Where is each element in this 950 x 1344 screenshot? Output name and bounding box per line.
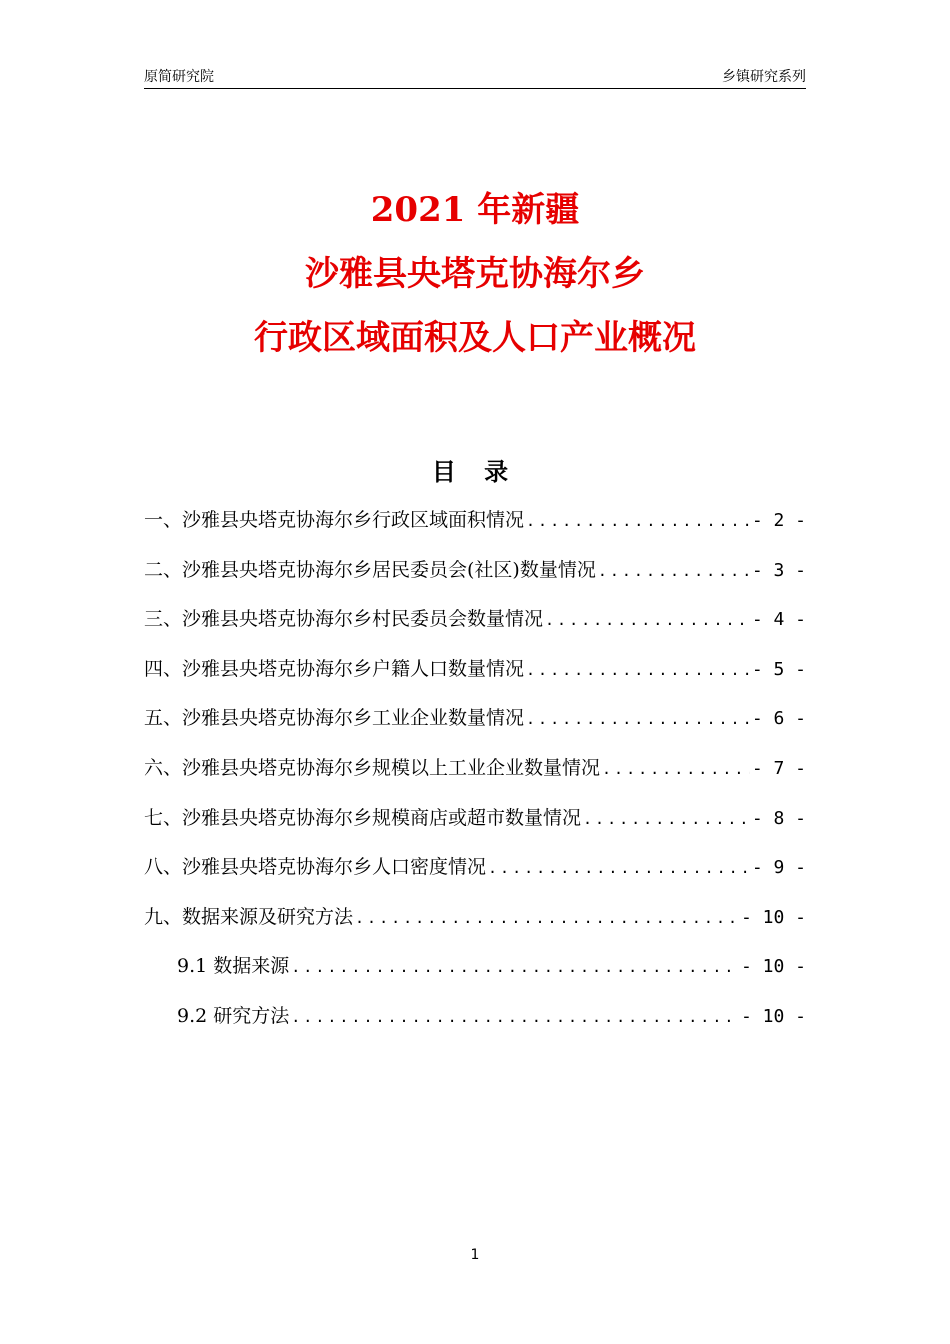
toc-item-label: 9.2 研究方法: [177, 1004, 290, 1027]
title-line-3: 行政区域面积及人口产业概况: [254, 318, 696, 358]
toc-item-page: - 10 -: [740, 906, 806, 928]
toc-leader-dots: [583, 810, 750, 828]
document-title: [0, 178, 950, 370]
toc-item[interactable]: [144, 654, 806, 704]
toc-subitem[interactable]: [144, 951, 806, 1001]
title-line-1: 2021 年新疆: [370, 190, 580, 230]
toc-item[interactable]: [144, 555, 806, 605]
toc-item[interactable]: [144, 604, 806, 654]
toc-item[interactable]: [144, 803, 806, 853]
toc-item-label: 三、沙雅县央塔克协海尔乡村民委员会数量情况: [144, 608, 544, 631]
toc-item-label: 四、沙雅县央塔克协海尔乡户籍人口数量情况: [144, 657, 525, 680]
page-number: 1: [470, 1247, 480, 1263]
toc-item-label: 五、沙雅县央塔克协海尔乡工业企业数量情况: [144, 707, 525, 730]
toc-item-page: - 4 -: [751, 609, 806, 631]
toc-leader-dots: [602, 760, 750, 778]
header-org: 原简研究院: [144, 69, 214, 85]
toc-item-label: 七、沙雅县央塔克协海尔乡规模商店或超市数量情况: [144, 806, 582, 829]
toc-subitem[interactable]: [144, 1001, 806, 1051]
toc-item-page: - 7 -: [751, 757, 806, 779]
toc-item-page: - 9 -: [751, 857, 806, 879]
toc-item-page: - 10 -: [740, 1005, 806, 1027]
toc-item-label: 六、沙雅县央塔克协海尔乡规模以上工业企业数量情况: [144, 756, 601, 779]
toc-leader-dots: [526, 710, 750, 728]
toc-item-page: - 2 -: [751, 510, 806, 531]
toc-item-label: 九、数据来源及研究方法: [144, 905, 354, 928]
toc-item[interactable]: [144, 703, 806, 753]
toc-item[interactable]: [144, 852, 806, 902]
toc-item[interactable]: [144, 505, 806, 555]
toc-heading: 目 录: [431, 458, 519, 486]
toc-item[interactable]: [144, 753, 806, 803]
toc-item-label: 二、沙雅县央塔克协海尔乡居民委员会(社区)数量情况: [144, 558, 596, 581]
header-series: 乡镇研究系列: [722, 69, 806, 85]
toc-leader-dots: [526, 512, 750, 530]
toc-leader-dots: [291, 958, 739, 976]
toc-item-label: 一、沙雅县央塔克协海尔乡行政区域面积情况: [144, 509, 525, 531]
toc-leader-dots: [488, 859, 750, 877]
table-of-contents: [144, 505, 806, 1051]
toc-leader-dots: [355, 909, 739, 927]
toc-leader-dots: [545, 611, 750, 629]
toc-item-label: 八、沙雅县央塔克协海尔乡人口密度情况: [144, 856, 487, 879]
toc-leader-dots: [526, 661, 750, 679]
toc-item[interactable]: [144, 902, 806, 952]
toc-item-page: - 8 -: [751, 807, 806, 829]
title-line-2: 沙雅县央塔克协海尔乡: [305, 254, 645, 294]
toc-item-page: - 10 -: [740, 956, 806, 978]
page-header: [144, 66, 806, 89]
toc-leader-dots: [291, 1008, 739, 1026]
toc-item-page: - 5 -: [751, 658, 806, 680]
toc-item-page: - 3 -: [751, 559, 806, 581]
toc-leader-dots: [598, 562, 750, 580]
toc-item-page: - 6 -: [751, 708, 806, 730]
toc-item-label: 9.1 数据来源: [177, 955, 290, 978]
